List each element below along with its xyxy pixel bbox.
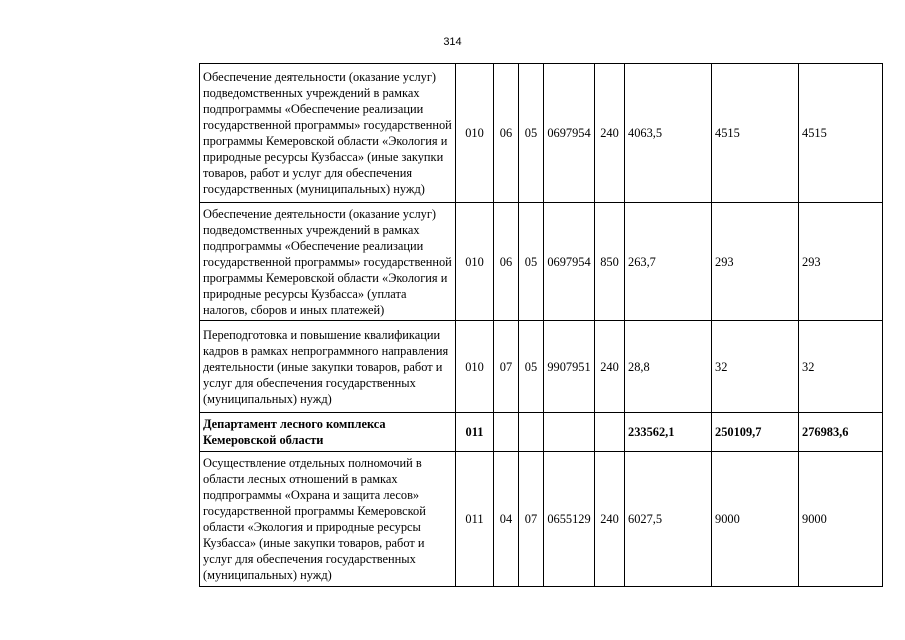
table-row [200, 203, 883, 321]
amount-year-1: 4063,5 [625, 64, 712, 203]
ministry-code: 011 [456, 452, 494, 587]
expense-type [595, 413, 625, 452]
amount-year-3: 4515 [799, 64, 883, 203]
row-description: Обеспечение деятельности (оказание услуг) подведомственных учреждений в рамках подпрограммы «Обеспечение реализации государственной программы» государственной программы Кемеровской области «Экология и природные ресурсы Кузбасса» (уплата налогов, сборов и иных платежей) [200, 203, 456, 321]
amount-year-3: 9000 [799, 452, 883, 587]
target-article [544, 413, 595, 452]
table-row [200, 452, 883, 587]
ministry-code: 011 [456, 413, 494, 452]
expense-type: 850 [595, 203, 625, 321]
row-description: Обеспечение деятельности (оказание услуг) подведомственных учреждений в рамках подпрограммы «Обеспечение реализации государственной программы» государственной программы Кемеровской области «Экология и природные ресурсы Кузбасса» (иные закупки товаров, работ и услуг для обеспечения государственных (муниципальных) нужд) [200, 64, 456, 203]
table-row-department [200, 413, 883, 452]
amount-year-2: 250109,7 [712, 413, 799, 452]
subsection-code: 05 [519, 203, 544, 321]
section-code: 07 [494, 321, 519, 413]
target-article: 0697954 [544, 64, 595, 203]
amount-year-2: 9000 [712, 452, 799, 587]
amount-year-3: 32 [799, 321, 883, 413]
amount-year-3: 293 [799, 203, 883, 321]
expense-type: 240 [595, 321, 625, 413]
row-description: Осуществление отдельных полномочий в области лесных отношений в рамках подпрограммы «Охрана и защита лесов» государственной программы Кемеровской области «Экология и природные ресурсы Кузбасса» (иные закупки товаров, работ и услуг для обеспечения государственных (муниципальных) нужд) [200, 452, 456, 587]
ministry-code: 010 [456, 64, 494, 203]
subsection-code: 05 [519, 64, 544, 203]
section-code: 06 [494, 64, 519, 203]
ministry-code: 010 [456, 321, 494, 413]
table-row [200, 64, 883, 203]
amount-year-1: 263,7 [625, 203, 712, 321]
amount-year-1: 28,8 [625, 321, 712, 413]
row-description: Переподготовка и повышение квалификации кадров в рамках непрограммного направления деятельности (иные закупки товаров, работ и услуг для обеспечения государственных (муниципальных) нужд) [200, 321, 456, 413]
expense-type: 240 [595, 64, 625, 203]
target-article: 9907951 [544, 321, 595, 413]
amount-year-3: 276983,6 [799, 413, 883, 452]
section-code: 06 [494, 203, 519, 321]
budget-table [199, 63, 883, 587]
amount-year-2: 4515 [712, 64, 799, 203]
section-code [494, 413, 519, 452]
amount-year-2: 293 [712, 203, 799, 321]
subsection-code: 05 [519, 321, 544, 413]
amount-year-1: 6027,5 [625, 452, 712, 587]
page-number: 314 [443, 36, 462, 48]
amount-year-1: 233562,1 [625, 413, 712, 452]
expense-type: 240 [595, 452, 625, 587]
subsection-code [519, 413, 544, 452]
section-code: 04 [494, 452, 519, 587]
target-article: 0697954 [544, 203, 595, 321]
row-description: Департамент лесного комплекса Кемеровской области [200, 413, 456, 452]
amount-year-2: 32 [712, 321, 799, 413]
table-row [200, 321, 883, 413]
target-article: 0655129 [544, 452, 595, 587]
ministry-code: 010 [456, 203, 494, 321]
subsection-code: 07 [519, 452, 544, 587]
